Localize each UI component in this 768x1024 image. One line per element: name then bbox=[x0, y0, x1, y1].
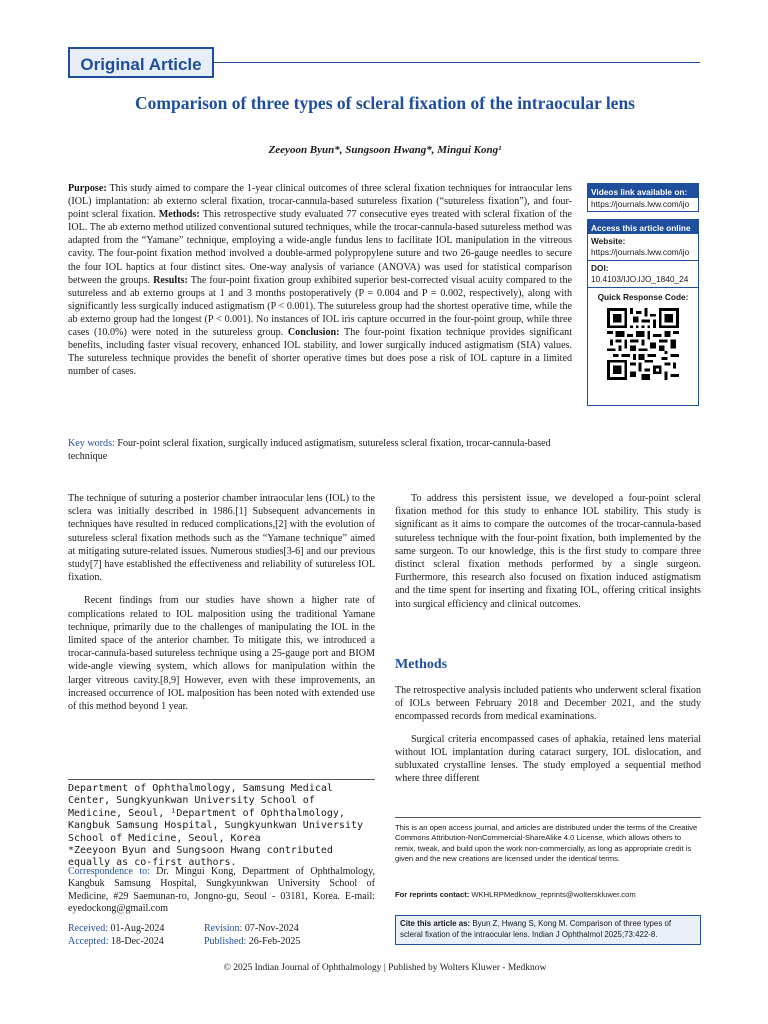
methods-paragraph-2: Surgical criteria encompassed cases of aphakia, retained lens material without IOL implantation during cataract surgery, IOL dislocation, and subluxated crystalline lenses. The study employed a sequential method where three different bbox=[395, 733, 701, 785]
revision-label: Revision: bbox=[204, 922, 243, 934]
revision-date: 07-Nov-2024 bbox=[242, 922, 299, 934]
purpose-label: Purpose: bbox=[68, 183, 107, 194]
co-first-author-note: *Zeeyoon Byun and Sungsoon Hwang contributed equally as co-first authors. bbox=[68, 845, 333, 869]
results-text: The four-point fixation group exhibited superior best-corrected visual acuity compared to the sutureless and ab externo groups at 1 and 3 months postoperatively (P = 0.004 and P = 0.002, respectively), along with significantly less surgically induced astigmatism (P < 0.001). The sutureless group had the shortest operative time, while the ab externo group had the longest (P < 0.001). No instances of IOL iris capture occurred in the four-point group, while three cases (10.0%) were noted in the sutureless group. bbox=[68, 274, 572, 339]
website-url[interactable]: https://journals.lww.com/ijo bbox=[591, 246, 690, 257]
reprints-label: For reprints contact: bbox=[395, 890, 470, 899]
reprints-email[interactable]: WKHLRPMedknow_reprints@wolterskluwer.com bbox=[469, 890, 636, 899]
doi-value[interactable]: 10.4103/IJO.IJO_1840_24 bbox=[591, 273, 689, 284]
citation-box bbox=[395, 915, 701, 945]
correspondence-label: Correspondence to: bbox=[68, 866, 150, 877]
methods-paragraph-1: The retrospective analysis included patients who underwent scleral fixation of IOLs between February 2018 and December 2021, and the study encompassed records from medical examinations. bbox=[395, 685, 701, 723]
intro-paragraph-3: To address this persistent issue, we developed a four-point scleral fixation method for this study to enhance IOL stability. This study is significant as it aims to compare the outcomes of the trocar-cannula-based sutureless technique with the four-point fixation, both implemented by the same surgeon. To our knowledge, this is the first study to compare three distinct scleral fixation methods performed by a single surgeon. Furthermore, this research also focused on fixation induced astigmatism and the time spent for inserting and fixating IOL, offering critical insights into surgical efficiency and clinical outcomes. bbox=[395, 493, 701, 610]
intro-paragraph-2: Recent findings from our studies have shown a higher rate of complications related to IOL malposition using the traditional Yamane technique, primarily due to the challenges of manipulating the IOL in the limited space of the anterior chamber. To mitigate this, we introduced a trocar-cannula-based sutureless technique using a 25-gauge port and BIOM wide-angle viewing system, which allows for manipulation within the larger vitreous cavity.[8,9] However, even with these improvements, an increased occurrence of IOL malposition has been noted with extended use of this method beyond 1 year. bbox=[68, 595, 375, 713]
keywords-label: Key words: bbox=[68, 438, 115, 449]
body-column-left bbox=[68, 492, 375, 713]
accepted-date: 18-Dec-2024 bbox=[108, 935, 164, 947]
affiliation-text: Department of Ophthalmology, Samsung Medical Center, Sungkyunkwan University School of Medicine, Seoul, ¹Department of Ophthalmology, Kangbuk Samsung Hospital, Sungkyunkwan University School of Medicine, Seoul, Korea bbox=[68, 783, 364, 844]
affiliation-rule bbox=[68, 779, 375, 780]
video-link-url[interactable]: https://journals.lww.com/ijo bbox=[591, 199, 690, 209]
conclusion-text: The four-point fixation technique provides significant benefits, including faster visual recovery, enhanced IOL stability, and lower surgically induced astigmatism (SIA) values. The sutureless technique provides the benefit of shorter operative times but does pose a risk of IOL capture in a limited number of cases. bbox=[68, 327, 572, 378]
purpose-text: This study aimed to compare the 1-year clinical outcomes of three scleral fixation techniques for intraocular lens (IOL) implantation: ab externo scleral fixation, trocar-cannula-based sutureless fixation (“sutureless fixation”), and four-point scleral fixation. bbox=[68, 183, 572, 221]
keywords bbox=[68, 437, 572, 463]
article-title: Comparison of three types of scleral fixation of the intraocular lens bbox=[135, 93, 635, 113]
doi-label: DOI: bbox=[591, 263, 609, 273]
methods-heading: Methods bbox=[395, 657, 448, 672]
reprints-contact bbox=[395, 890, 701, 899]
open-access-notice: This is an open access journal, and articles are distributed under the terms of the Creative Commons Attribution-NonCommercial-ShareAlike 4.0 License, which allows others to remix, tweak, and build upon the work non-commercially, as long as appropriate credit is given and the new creations are licensed under the identical terms. bbox=[395, 823, 698, 864]
cite-label: Cite this article as: bbox=[400, 919, 471, 928]
article-type-badge: Original Article bbox=[68, 47, 214, 78]
published-label: Published: bbox=[204, 935, 247, 947]
qr-code-icon bbox=[607, 308, 679, 380]
cite-text: Byun Z, Hwang S, Kong M. Comparison of three types of scleral fixation of the intraocular lens. Indian J Ophthalmol 2025;73:422-8. bbox=[400, 919, 672, 939]
video-link-heading: Videos link available on: bbox=[588, 184, 698, 198]
methods-section bbox=[395, 684, 701, 785]
header-rule bbox=[214, 62, 700, 63]
received-date: 01-Aug-2024 bbox=[107, 922, 165, 934]
results-label: Results: bbox=[153, 274, 188, 286]
keywords-text: Four-point scleral fixation, surgically induced astigmatism, sutureless scleral fixation, trocar-cannula-based technique bbox=[68, 438, 551, 463]
author-list: Zeeyoon Byun*, Sungsoon Hwang*, Mingui Kong¹ bbox=[268, 144, 502, 156]
access-article-box bbox=[587, 219, 699, 406]
page-footer: © 2025 Indian Journal of Ophthalmology | Published by Wolters Kluwer - Medknow bbox=[223, 963, 547, 973]
correspondence-block bbox=[68, 866, 375, 948]
affiliation-block bbox=[68, 783, 375, 870]
abstract bbox=[68, 182, 572, 378]
methods-label: Methods: bbox=[158, 209, 200, 221]
methods-text: This retrospective study evaluated 77 consecutive eyes treated with scleral fixation of the IOL. The ab externo method utilized conventional sutured techniques, while the trocar-cannula-based sutureless method was adapted from the “Yamane” technique, employing a wide-angle fundus lens to facilitate IOL manipulation in the vitreous cavity. The four-point fixation method involved a double-armed polypropylene suture and two 26-gauge needles to secure the four IOL haptics at four distinct sites. One-way analysis of variance (ANOVA) was used for statistical comparison between the groups. bbox=[68, 209, 572, 286]
accepted-label: Accepted: bbox=[68, 935, 109, 947]
access-article-heading: Access this article online bbox=[588, 220, 698, 234]
body-column-right bbox=[395, 492, 701, 611]
website-label: Website: bbox=[591, 236, 626, 246]
conclusion-label: Conclusion: bbox=[287, 327, 340, 339]
intro-paragraph-1: The technique of suturing a posterior chamber intraocular lens (IOL) to the sclera was initially described in 1986.[1] Subsequent advancements in techniques have resulted in reduced complications,[2] with the evolution of sutureless scleral fixation methods such as the “Yamane technique” aimed at mitigating suture-related issues. Numerous studies[3-6] and our previous study[7] have established the effectiveness and reliability of sutureless IOL fixation. bbox=[68, 493, 375, 584]
correspondence-text: Dr. Mingui Kong, Department of Ophthalmology, Kangbuk Samsung Hospital, Sungkyunkwan University School of Medicine, #29 Saemunan-ro, Jongno-gu, Seoul - 03181, Korea. E-mail: eyedockong@gmail.com bbox=[68, 866, 375, 915]
license-rule bbox=[395, 817, 701, 818]
video-link-box bbox=[587, 183, 699, 212]
qr-code-label: Quick Response Code: bbox=[597, 292, 689, 302]
received-label: Received: bbox=[68, 922, 108, 934]
published-date: 26-Feb-2025 bbox=[246, 935, 301, 947]
